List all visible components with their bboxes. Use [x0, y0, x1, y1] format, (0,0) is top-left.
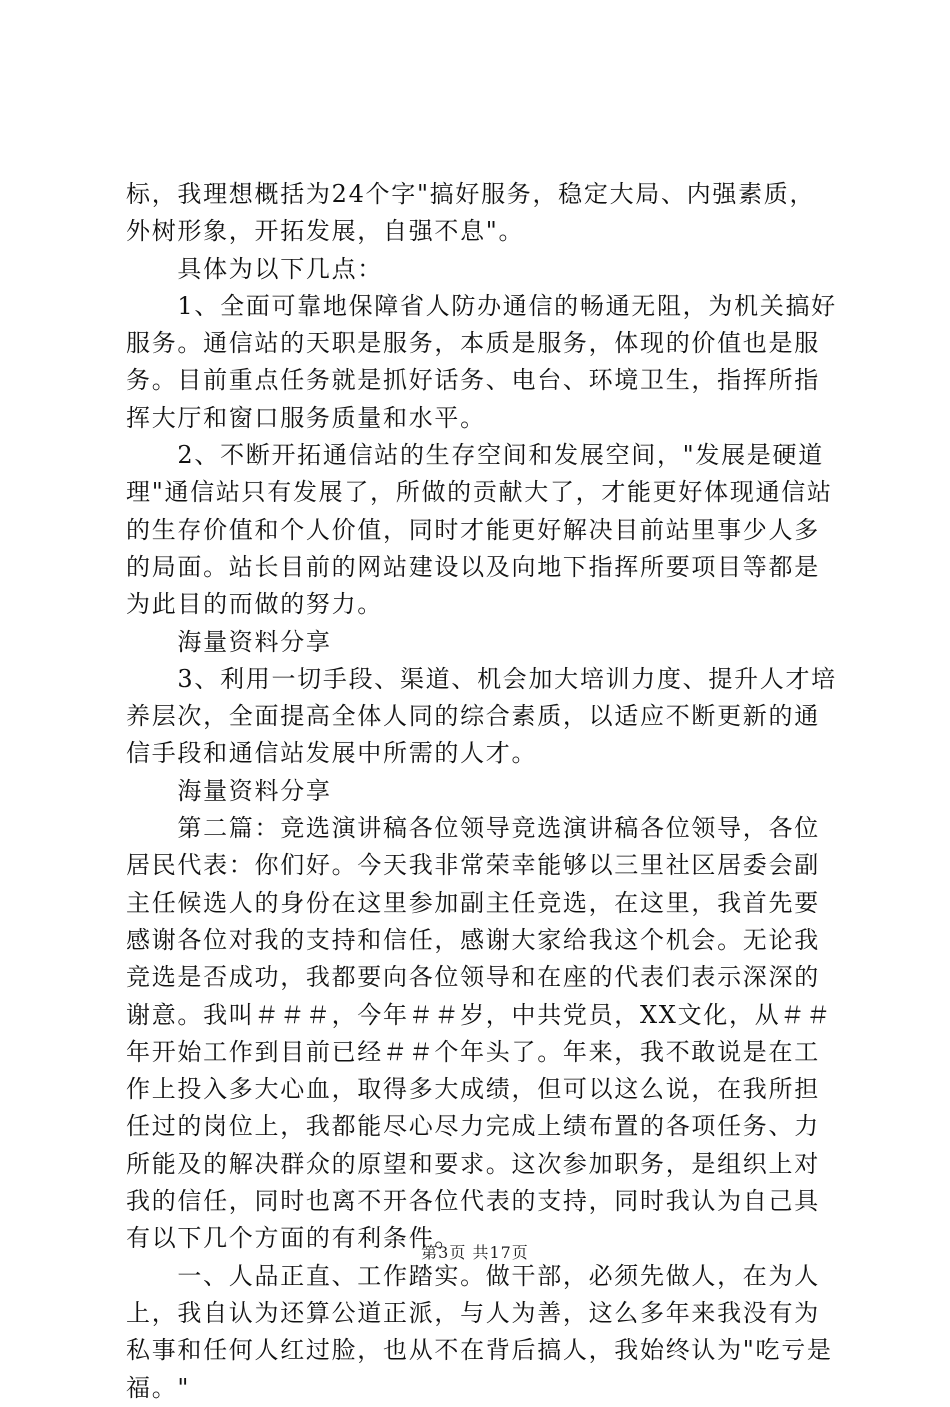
text-line: 感谢各位对我的支持和信任，感谢大家给我这个机会。无论我	[126, 925, 820, 954]
page-number-footer: 第3页 共17页	[421, 1243, 529, 1262]
text-line: 标，我理想概括为24个字"搞好服务，稳定大局、内强素质，	[126, 180, 816, 208]
text-line: 服务。通信站的天职是服务，本质是服务，体现的价值也是服	[126, 329, 820, 358]
text-line: 谢意。我叫＃＃＃，今年＃＃岁，中共党员，XX文化，从＃＃	[126, 1000, 832, 1029]
text-line: 海量资料分享	[126, 776, 332, 805]
text-line: 居民代表：你们好。今天我非常荣幸能够以三里社区居委会副	[126, 851, 820, 880]
text-line: 私事和任何人红过脸，也从不在背后搞人，我始终认为"吃亏是	[126, 1336, 833, 1365]
text-line: 的生存价值和个人价值，同时才能更好解决目前站里事少人多	[126, 515, 820, 544]
text-line: 上，我自认为还算公道正派，与人为善，这么多年来我没有为	[126, 1298, 820, 1327]
text-line: 2、不断开拓通信站的生存空间和发展空间，"发展是硬道	[126, 441, 824, 470]
text-line: 所能及的解决群众的原望和要求。这次参加职务，是组织上对	[126, 1149, 820, 1178]
text-line: 挥大厅和窗口服务质量和水平。	[126, 403, 486, 432]
text-line: 养层次，全面提高全体人同的综合素质，以适应不断更新的通	[126, 702, 820, 731]
text-line: 的局面。站长目前的网站建设以及向地下指挥所要项目等都是	[126, 552, 820, 581]
text-line: 外树形象，开拓发展，自强不息"。	[126, 217, 525, 246]
text-line: 具体为以下几点：	[126, 254, 383, 283]
text-line: 1、全面可靠地保障省人防办通信的畅通无阻，为机关搞好	[126, 291, 837, 320]
text-line: 务。目前重点任务就是抓好话务、电台、环境卫生，指挥所指	[126, 366, 820, 395]
text-line: 3、利用一切手段、渠道、机会加大培训力度、提升人才培	[126, 664, 837, 693]
text-line: 我的信任，同时也离不开各位代表的支持，同时我认为自己具	[126, 1187, 820, 1216]
text-line: 福。"	[126, 1373, 191, 1402]
text-line: 有以下几个方面的有利条件。	[126, 1224, 461, 1253]
text-line: 作上投入多大心血，取得多大成绩，但可以这么说，在我所担	[126, 1075, 820, 1104]
text-line: 主任候选人的身份在这里参加副主任竞选，在这里，我首先要	[126, 888, 820, 917]
text-line: 年开始工作到目前已经＃＃个年头了。年来，我不敢说是在工	[126, 1037, 820, 1066]
text-line: 一、人品正直、工作踏实。做干部，必须先做人，在为人	[126, 1261, 820, 1290]
text-line: 竞选是否成功，我都要向各位领导和在座的代表们表示深深的	[126, 963, 820, 992]
text-line: 为此目的而做的努力。	[126, 590, 383, 619]
text-line: 第二篇：竞选演讲稿各位领导竞选演讲稿各位领导，各位	[126, 814, 820, 843]
text-line: 海量资料分享	[126, 627, 332, 656]
body-text	[126, 176, 842, 1407]
text-line: 理"通信站只有发展了，所做的贡献大了，才能更好体现通信站	[126, 478, 833, 507]
text-line: 信手段和通信站发展中所需的人才。	[126, 739, 538, 768]
text-line: 任过的岗位上，我都能尽心尽力完成上绩布置的各项任务、力	[126, 1112, 820, 1141]
